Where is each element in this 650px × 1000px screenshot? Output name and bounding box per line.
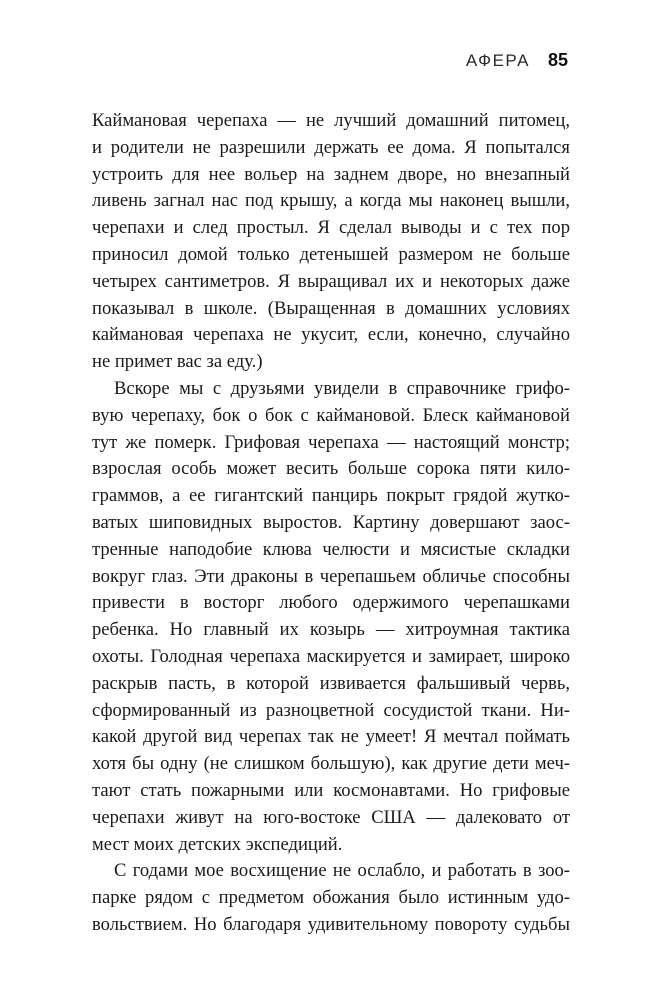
text-line: четырех сантиметров. Я выращивал их и некоторых даже: [92, 270, 570, 292]
text-line: каймановая черепаха не укусит, если, конечно, случайно: [92, 324, 570, 346]
text-line: Каймановая черепаха — не лучший домашний питомец,: [92, 110, 570, 131]
text-line: тренные наподобие клюва челюсти и мясистые складки: [92, 538, 570, 560]
text-line: ливень загнал нас под крышу, а когда мы наконец вышли,: [92, 190, 570, 212]
text-line: С годами мое восхищение не ослабло, и работать в зоо-: [114, 860, 570, 882]
running-title: АФЕРА: [465, 51, 530, 70]
text-line: вую черепаху, бок о бок с каймановой. Блеск каймановой: [92, 404, 570, 426]
text-line: раскрыв пасть, в которой извивается фальшивый червь,: [92, 672, 570, 694]
body-text: [92, 108, 570, 939]
text-line: ребенка. Но главный их козырь — хитроумная тактика: [92, 619, 570, 641]
text-line: вольствием. Но благодаря удивительному повороту судьбы: [92, 913, 570, 935]
paragraph-1: [92, 108, 570, 376]
text-line: сформированный из разноцветной сосудистой ткани. Ни-: [92, 699, 570, 721]
text-line: хотя бы одну (не слишком большую), как другие дети меч-: [92, 753, 570, 775]
text-line: тут же померк. Грифовая черепаха — настоящий монстр;: [92, 431, 570, 453]
page-number: 85: [547, 50, 568, 70]
text-line: какой другой вид черепах так не умеет! Я мечтал поймать: [92, 726, 570, 748]
text-line: Вскоре мы с друзьями увидели в справочнике грифо-: [114, 377, 570, 399]
text-line: черепахи живут на юго-востоке США — далековато от: [92, 806, 570, 828]
text-line: тают стать пожарными или космонавтами. Но грифовые: [92, 779, 570, 801]
text-line: вокруг глаз. Эти драконы в черепашьем обличье способны: [92, 565, 570, 587]
text-line: парке рядом с предметом обожания было истинным удо-: [92, 887, 570, 909]
text-line: приносил домой только детенышей размером не больше: [92, 243, 570, 265]
text-line: черепахи и след простыл. Я сделал выводы и с тех пор: [92, 217, 570, 239]
running-head: [466, 50, 568, 71]
text-line: ватых шиповидных выростов. Картину довершают заос-: [92, 511, 570, 533]
text-line: мест моих детских экспедиций.: [92, 833, 343, 855]
text-line: взрослая особь может весить больше сорока пяти кило-: [92, 458, 570, 480]
paragraph-3: [92, 858, 570, 938]
paragraph-2: [92, 376, 570, 858]
text-line: привести в восторг любого одержимого черепашками: [92, 592, 570, 614]
text-line: не примет вас за еду.): [92, 351, 263, 373]
text-line: охоты. Голодная черепаха маскируется и замирает, широко: [92, 645, 570, 667]
text-line: граммов, а ее гигантский панцирь покрыт грядой жутко-: [92, 485, 570, 507]
text-line: устроить для нее вольер на заднем дворе, но внезапный: [92, 163, 570, 185]
text-line: и родители не разрешили держать ее дома. Я попытался: [92, 136, 570, 158]
text-line: показывал в школе. (Выращенная в домашних условиях: [92, 297, 570, 319]
